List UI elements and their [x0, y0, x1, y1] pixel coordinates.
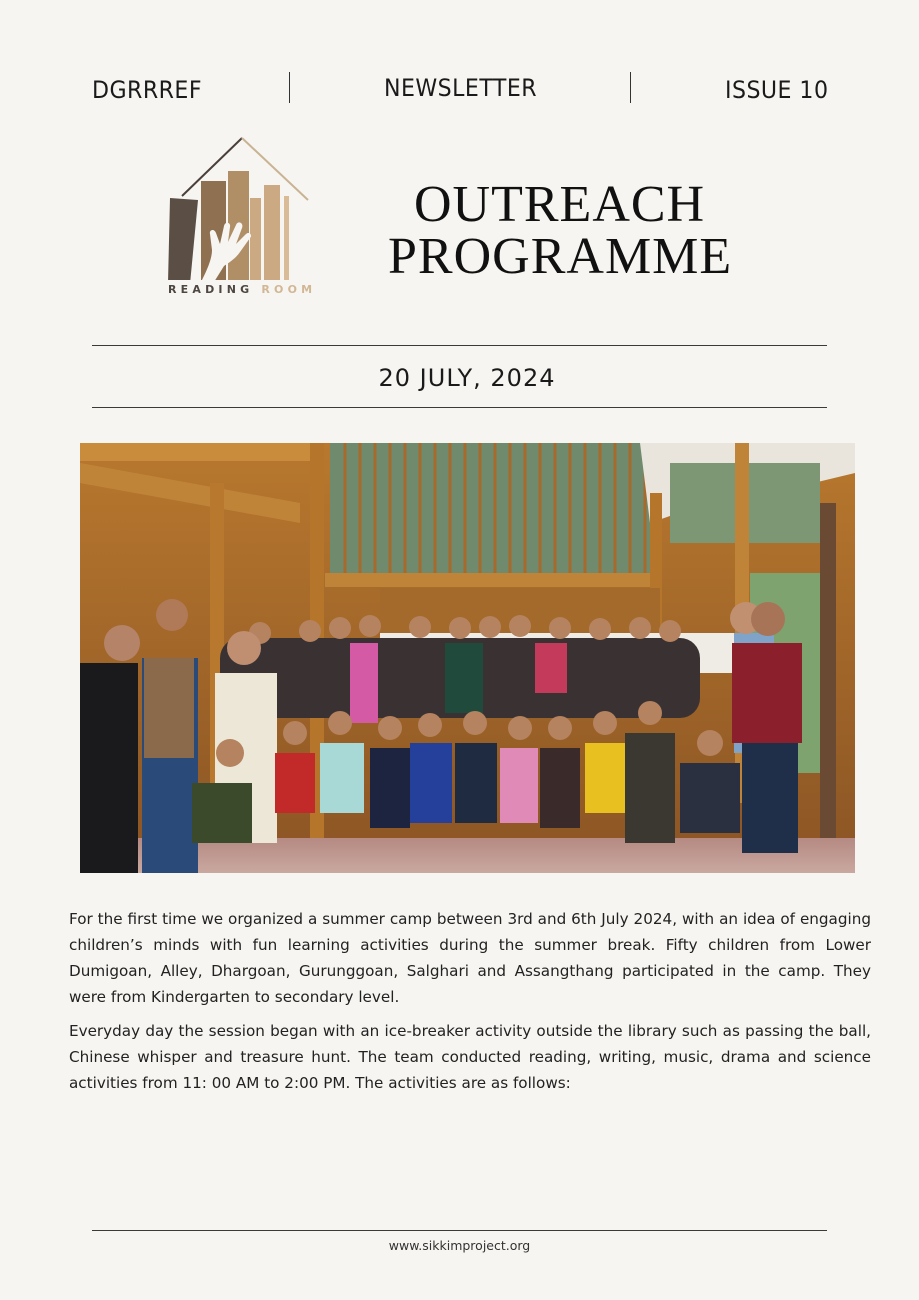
logo-graphic-icon: [160, 130, 320, 280]
logo-word-reading: READING: [168, 283, 254, 296]
header-divider: [289, 72, 290, 103]
title-line-1: OUTREACH: [414, 176, 706, 233]
header-divider: [630, 72, 631, 103]
date-rule-bottom: [92, 407, 827, 408]
body-paragraph-1: For the first time we organized a summer camp between 3rd and 6th July 2024, with an idea of engaging children’s minds with fun learning activities during the summer break. Fifty children from Lower Dumigoan, Alley, Dhargoan, Gurunggoan, Salghari and Assangthang participated in the camp. They were from Kindergarten to secondary level.: [69, 910, 871, 1006]
title-line-2: PROGRAMME: [388, 228, 733, 285]
website-link[interactable]: www.sikkimproject.org: [388, 1238, 531, 1253]
date-rule-top: [92, 345, 827, 346]
reading-room-logo: [160, 130, 320, 305]
newsletter-label: NEWSLETTER: [384, 74, 538, 102]
footer-rule: [92, 1230, 827, 1231]
org-name: DGRRREF: [92, 76, 203, 104]
issue-number: ISSUE 10: [725, 76, 829, 104]
group-photo-icon: [80, 443, 855, 873]
body-paragraph-2: Everyday day the session began with an ice-breaker activity outside the library such as passing the ball, Chinese whisper and treasure hunt. The team conducted reading, writing, music, drama and science activities from 11: 00 AM to 2:00 PM. The activities are as follows:: [69, 1022, 871, 1092]
issue-date: 20 JULY, 2024: [378, 364, 556, 392]
group-photo: [80, 443, 855, 873]
logo-word-room: ROOM: [261, 283, 317, 296]
